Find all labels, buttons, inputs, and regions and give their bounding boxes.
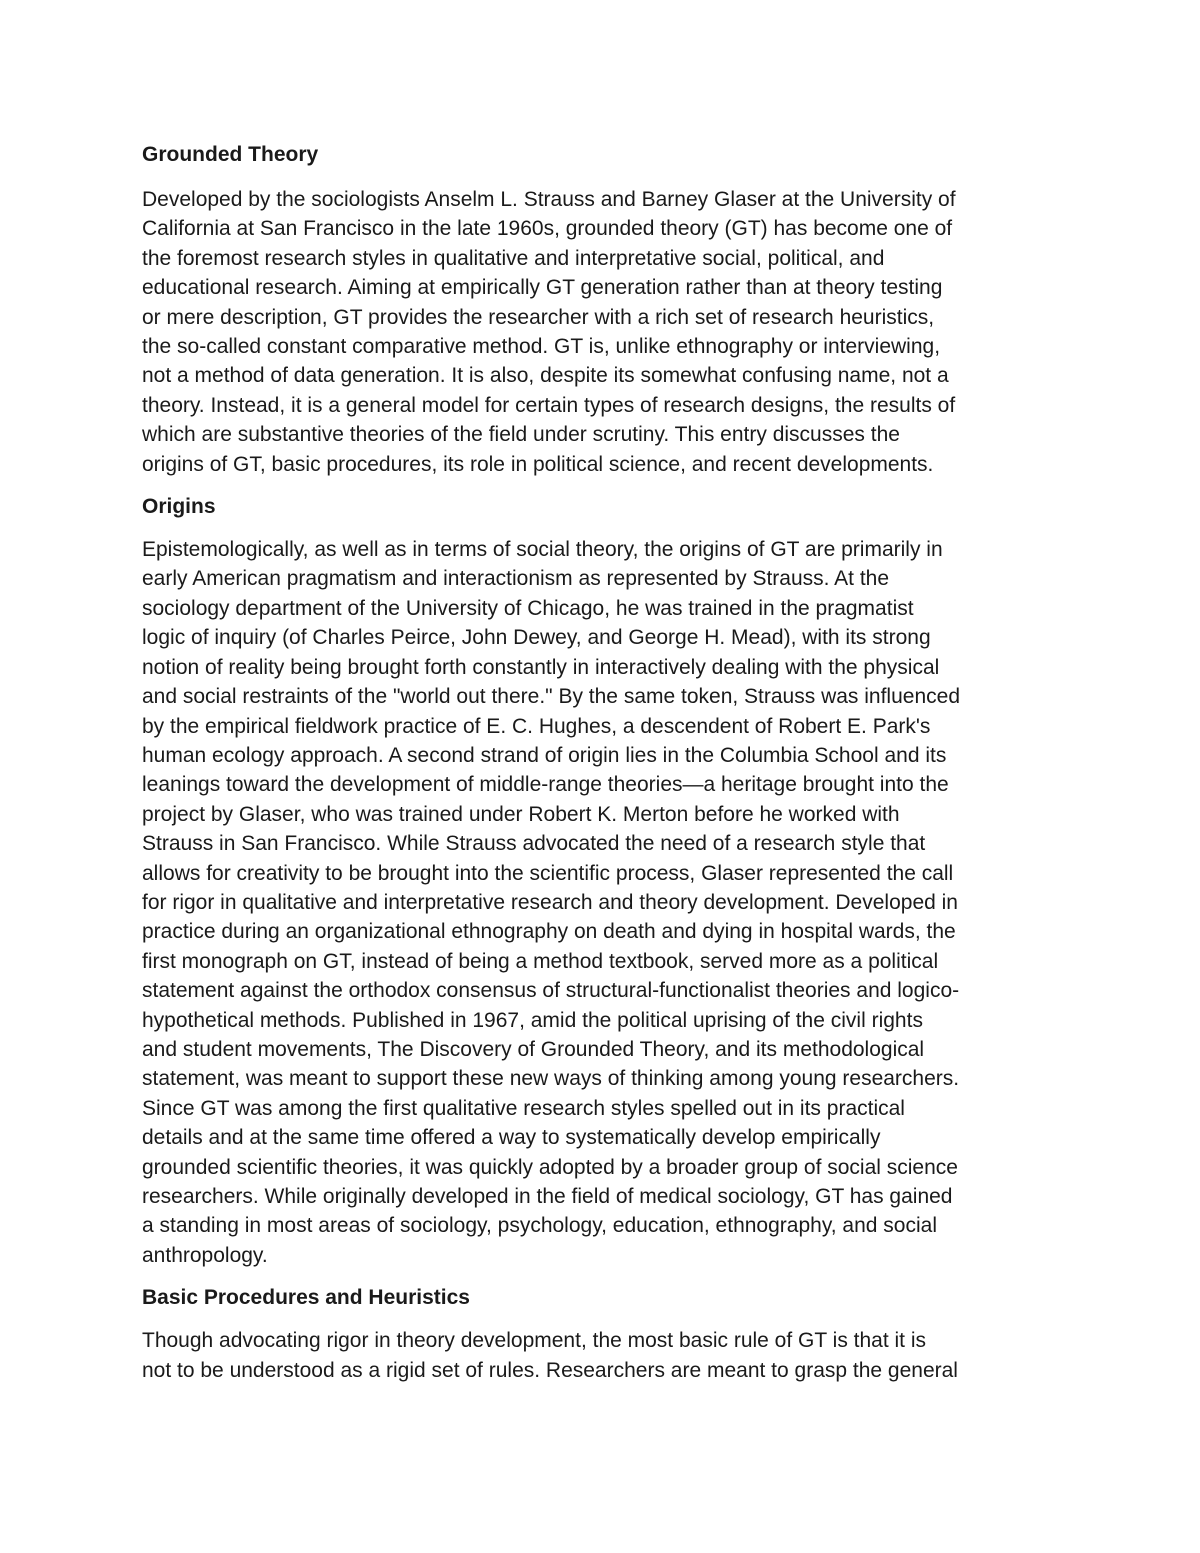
text-line: early American pragmatism and interactionism as represented by Strauss. At the — [142, 567, 890, 591]
text-line: logic of inquiry (of Charles Peirce, John Dewey, and George H. Mead), with its strong — [142, 626, 931, 650]
section-heading-grounded-theory: Grounded Theory — [142, 143, 319, 166]
text-line: the so-called constant comparative method. GT is, unlike ethnography or interviewing, — [142, 335, 941, 359]
text-line: hypothetical methods. Published in 1967, amid the political uprising of the civil rights — [142, 1008, 923, 1032]
section-heading-basic-procedures: Basic Procedures and Heuristics — [142, 1286, 470, 1310]
text-line: Though advocating rigor in theory development, the most basic rule of GT is that it is — [142, 1329, 927, 1353]
text-line: researchers. While originally developed in the field of medical sociology, GT has gained — [142, 1185, 953, 1208]
text-line: Epistemologically, as well as in terms of social theory, the origins of GT are primarily in — [142, 538, 943, 562]
text-line: project by Glaser, who was trained under Robert K. Merton before he worked with — [142, 802, 900, 826]
text-line: details and at the same time offered a way to systematically develop empirically — [142, 1126, 881, 1150]
text-line: a standing in most areas of sociology, psychology, education, ethnography, and social — [142, 1214, 937, 1238]
section-heading-origins: Origins — [142, 495, 216, 519]
text-line: for rigor in qualitative and interpretative research and theory development. Developed in — [142, 890, 958, 914]
text-line: and student movements, The Discovery of Grounded Theory, and its methodological — [142, 1037, 925, 1061]
text-line: not a method of data generation. It is also, despite its somewhat confusing name, not a — [142, 364, 949, 388]
text-line: sociology department of the University of Chicago, he was trained in the pragmatist — [142, 596, 914, 620]
document-page — [142, 140, 1060, 1385]
text-line: leanings toward the development of middle-range theories—a heritage brought into the — [142, 773, 949, 797]
text-line: educational research. Aiming at empirically GT generation rather than at theory testing — [142, 276, 943, 300]
text-line: Since GT was among the first qualitative research styles spelled out in its practical — [142, 1096, 905, 1120]
text-line: Strauss in San Francisco. While Strauss advocated the need of a research style that — [142, 832, 926, 856]
paragraph-intro — [142, 185, 1060, 479]
text-line: California at San Francisco in the late 1960s, grounded theory (GT) has become one of — [142, 217, 953, 241]
text-line: statement, was meant to support these new ways of thinking among young researchers. — [142, 1067, 960, 1091]
text-line: Developed by the sociologists Anselm L. Strauss and Barney Glaser at the University of — [142, 188, 956, 211]
paragraph-basic-procedures — [142, 1326, 1060, 1385]
text-line: notion of reality being brought forth constantly in interactively dealing with the physical — [142, 655, 940, 679]
text-line: human ecology approach. A second strand of origin lies in the Columbia School and its — [142, 743, 947, 767]
paragraph-origins — [142, 535, 1060, 1270]
text-line: theory. Instead, it is a general model for certain types of research designs, the results of — [142, 393, 956, 417]
text-line: anthropology. — [142, 1243, 268, 1267]
text-line: the foremost research styles in qualitative and interpretative social, political, and — [142, 246, 885, 270]
text-line: and social restraints of the "world out there." By the same token, Strauss was influenced — [142, 685, 960, 709]
text-line: allows for creativity to be brought into the scientific process, Glaser represented the call — [142, 861, 954, 885]
text-line: origins of GT, basic procedures, its role in political science, and recent developments. — [142, 452, 934, 476]
text-line: grounded scientific theories, it was quickly adopted by a broader group of social science — [142, 1155, 958, 1179]
text-line: which are substantive theories of the field under scrutiny. This entry discusses the — [142, 423, 900, 447]
text-line: not to be understood as a rigid set of rules. Researchers are meant to grasp the general — [142, 1358, 958, 1382]
text-line: statement against the orthodox consensus of structural-functionalist theories and logico- — [142, 979, 960, 1003]
text-line: by the empirical fieldwork practice of E. C. Hughes, a descendent of Robert E. Park's — [142, 714, 931, 738]
text-line: or mere description, GT provides the researcher with a rich set of research heuristics, — [142, 305, 935, 329]
text-line: practice during an organizational ethnography on death and dying in hospital wards, the — [142, 920, 956, 944]
text-line: first monograph on GT, instead of being a method textbook, served more as a political — [142, 949, 939, 973]
